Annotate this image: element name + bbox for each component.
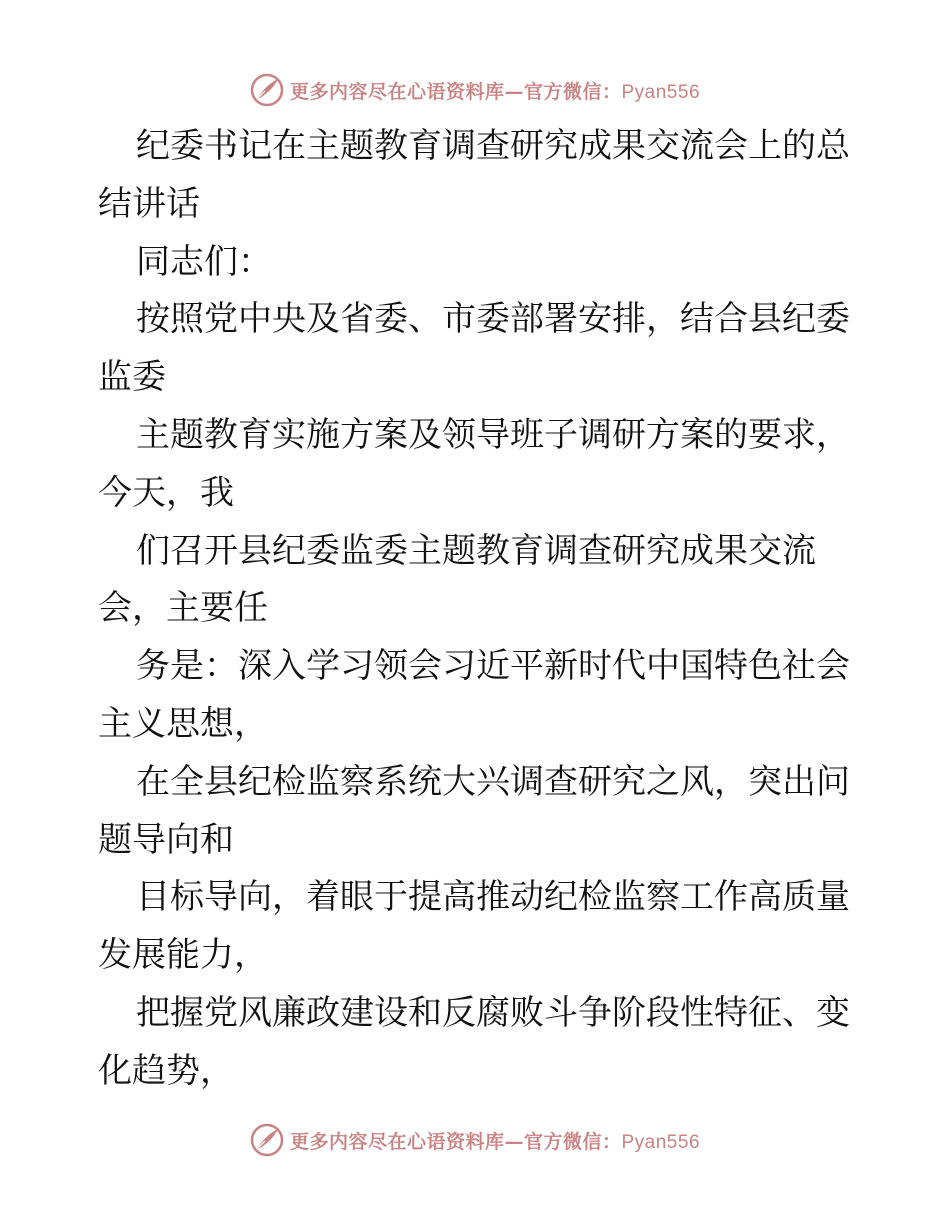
quill-logo-icon	[250, 1123, 284, 1157]
watermark-text-en: Pyan556	[621, 1131, 701, 1153]
watermark-text-cn: 更多内容尽在心语资料库—官方微信：	[289, 1130, 622, 1153]
text-line: 们召开县纪委监委主题教育调查研究成果交流	[136, 530, 816, 571]
text-line: 发展能力，	[98, 935, 268, 976]
text-line: 监委	[98, 357, 166, 398]
watermark-inner	[250, 1123, 700, 1157]
text-line: 目标导向，着眼于提高推动纪检监察工作高质量	[136, 877, 850, 918]
text-line: 按照党中央及省委、市委部署安排，结合县纪委	[136, 299, 850, 340]
text-line: 同志们：	[136, 241, 272, 282]
text-line: 主题教育实施方案及领导班子调研方案的要求，	[136, 414, 850, 455]
text-line: 结讲话	[98, 183, 200, 224]
watermark-inner	[250, 73, 700, 107]
footer-watermark	[0, 1120, 950, 1160]
text-line: 把握党风廉政建设和反腐败斗争阶段性特征、变	[136, 992, 850, 1033]
text-line: 化趋势，	[98, 1050, 234, 1091]
quill-logo-icon	[250, 73, 284, 107]
watermark-text	[290, 1127, 700, 1154]
watermark-text	[290, 77, 700, 104]
text-line: 务是：深入学习领会习近平新时代中国特色社会	[136, 646, 850, 687]
header-watermark	[0, 70, 950, 110]
watermark-text-cn: 更多内容尽在心语资料库—官方微信：	[289, 80, 622, 103]
text-line: 主义思想，	[98, 703, 268, 744]
watermark-text-en: Pyan556	[621, 81, 701, 103]
text-line: 纪委书记在主题教育调查研究成果交流会上的总	[136, 126, 850, 166]
text-line: 在全县纪检监察系统大兴调查研究之风，突出问	[136, 761, 850, 802]
text-line: 题导向和	[98, 819, 234, 860]
document-body	[98, 118, 858, 1101]
text-line: 会，主要任	[98, 588, 268, 629]
text-line: 今天，我	[98, 472, 234, 513]
